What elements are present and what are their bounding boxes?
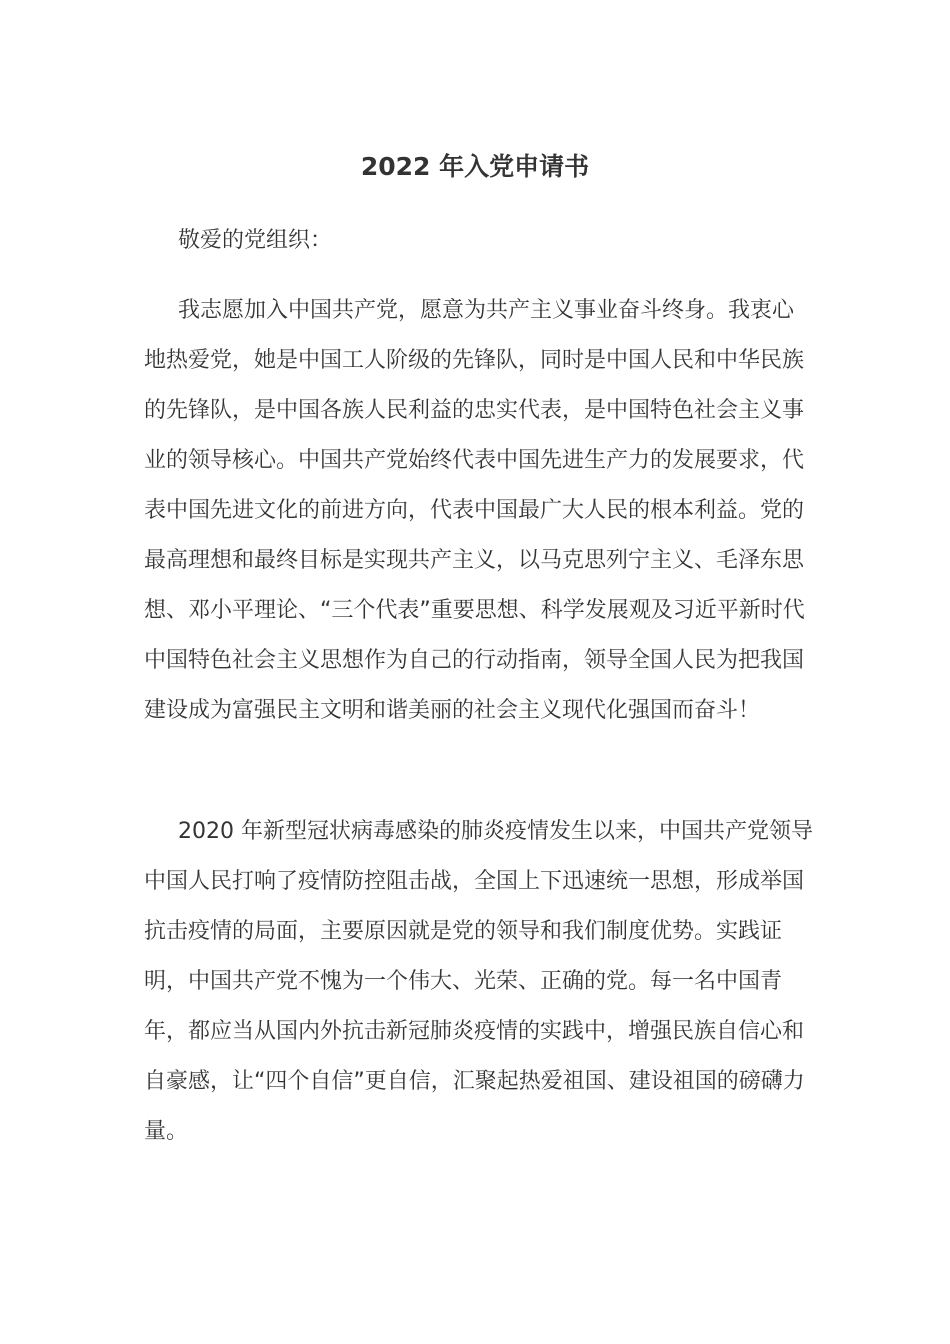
salutation: 敬爱的党组织： <box>178 228 333 253</box>
paragraph-1: 我志愿加入中国共产党，愿意为共产主义事业奋斗终身。我衷心地热爱党，她是中国工人阶级的先锋队，同时是中国人民和中华民族的先锋队，是中国各族人民利益的忠实代表，是中国特色社会主义事业的领导核心。中国共产党始终代表中国先进生产力的发展要求，代表中国先进文化的前进方向，代表中国最广大人民的根本利益。党的最高理想和最终目标是实现共产主义，以马克思列宁主义、毛泽东思想、邓小平理论、“三个代表”重要思想、科学发展观及习近平新时代中国特色社会主义思想作为自己的行动指南，领导全国人民为把我国建设成为富强民主文明和谐美丽的社会主义现代化强国而奋斗！ <box>144 298 805 723</box>
document-title: 2022 年入党申请书 <box>360 152 590 181</box>
paragraph-2: 2020 年新型冠状病毒感染的肺炎疫情发生以来，中国共产党领导中国人民打响了疫情防控阻击战，全国上下迅速统一思想，形成举国抗击疫情的局面，主要原因就是党的领导和我们制度优势。实践证明，中国共产党不愧为一个伟大、光荣、正确的党。每一名中国青年，都应当从国内外抗击新冠肺炎疫情的实践中，增强民族自信心和自豪感，让“四个自信”更自信，汇聚起热爱祖国、建设祖国的磅礴力量。 <box>144 819 813 1144</box>
